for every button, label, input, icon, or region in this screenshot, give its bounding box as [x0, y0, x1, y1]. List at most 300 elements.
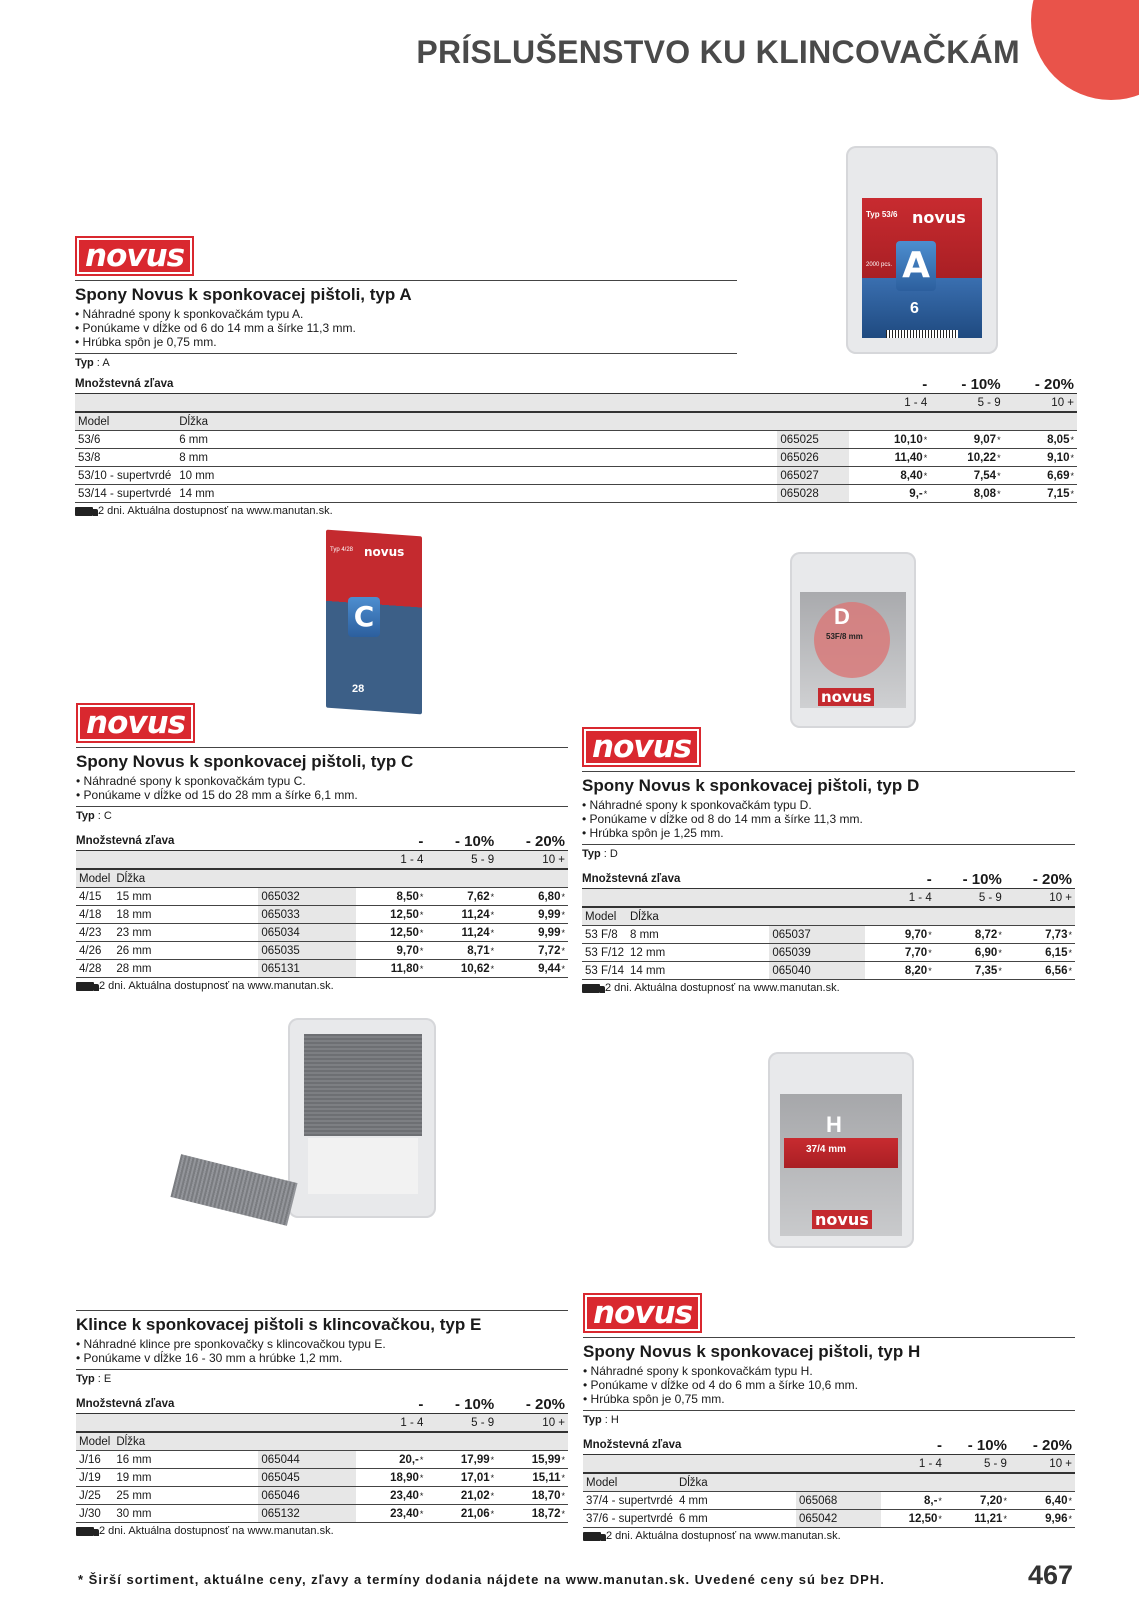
- truck-icon: [75, 507, 93, 516]
- quantity-row: [75, 394, 1077, 413]
- price-cell: [426, 942, 497, 960]
- price-cell: [1005, 962, 1075, 980]
- price-value: 21,06: [460, 1507, 490, 1520]
- image-c-type: Typ 4/28: [330, 547, 354, 553]
- model-cell: 53/10 - supertvrdé: [75, 467, 176, 485]
- column-header-row: [583, 1473, 1075, 1492]
- table-row: [582, 944, 1075, 962]
- length-cell: 30 mm: [113, 1505, 258, 1523]
- quantity-value: 5 - 9: [930, 394, 1003, 413]
- price-cell: [497, 924, 568, 942]
- truck-icon: [583, 1532, 601, 1541]
- length-cell: 10 mm: [176, 467, 777, 485]
- price-cell: [426, 960, 497, 978]
- image-c-letter: C: [348, 597, 380, 637]
- table-row: [76, 1505, 568, 1523]
- table-row: [75, 485, 1077, 503]
- length-cell: 8 mm: [627, 926, 769, 944]
- discount-value: -: [356, 832, 427, 851]
- model-cell: 53 F/14: [582, 962, 627, 980]
- price-value: 8,05: [1047, 433, 1070, 446]
- order-code-cell: 065026: [777, 449, 848, 467]
- price-cell: [426, 906, 497, 924]
- bullet-item: • Náhradné spony k sponkovačkám typu C.: [76, 774, 568, 788]
- price-cell: [849, 485, 931, 503]
- novus-logo: novus: [582, 727, 701, 767]
- length-cell: 16 mm: [113, 1451, 258, 1469]
- table-row: [583, 1510, 1075, 1528]
- price-mark: *: [561, 1472, 565, 1483]
- order-code-cell: 065037: [769, 926, 865, 944]
- price-cell: [426, 1487, 497, 1505]
- discount-value: - 20%: [1005, 870, 1075, 889]
- price-cell: [497, 1505, 568, 1523]
- length-cell: 8 mm: [176, 449, 777, 467]
- discount-value: - 10%: [930, 375, 1003, 394]
- price-cell: [426, 1451, 497, 1469]
- footer-note: * Širší sortiment, aktuálne ceny, zľavy a termíny dodania nájdete na www.manutan.sk. Uvedené ceny sú bez DPH.: [78, 1572, 885, 1587]
- price-mark: *: [997, 470, 1001, 481]
- discount-value: - 20%: [497, 1395, 568, 1414]
- col-model-header: Model: [583, 1473, 676, 1492]
- quantity-value: 10 +: [497, 1414, 568, 1433]
- price-cell: [1005, 944, 1075, 962]
- price-mark: *: [998, 947, 1002, 958]
- price-cell: [865, 926, 934, 944]
- product-type: Typ : A: [75, 357, 110, 369]
- product-bullets: [76, 1337, 568, 1365]
- delivery-info: 2 dni. Aktuálna dostupnosť na www.manutan.sk.: [76, 980, 568, 992]
- product-title: Spony Novus k sponkovacej pištoli, typ D: [582, 776, 920, 795]
- quantity-value: 5 - 9: [945, 1455, 1010, 1474]
- quantity-spacer: [582, 889, 865, 908]
- price-value: 7,73: [1045, 928, 1068, 941]
- model-cell: J/30: [76, 1505, 113, 1523]
- image-h-letter: H: [826, 1112, 842, 1137]
- price-value: 11,24: [461, 926, 490, 939]
- price-cell: [1004, 485, 1077, 503]
- model-cell: 37/4 - supertvrdé: [583, 1492, 676, 1510]
- price-value: 10,10: [893, 433, 923, 446]
- product-section-e: [76, 1306, 568, 1537]
- discount-row: [75, 375, 1077, 394]
- price-value: 9,70: [396, 944, 419, 957]
- price-mark: *: [490, 1472, 495, 1483]
- table-row: [76, 906, 568, 924]
- product-bullets: [76, 774, 568, 802]
- discount-value: - 10%: [945, 1436, 1010, 1455]
- price-value: 11,80: [390, 962, 419, 975]
- image-a-letter: A: [896, 241, 936, 291]
- price-value: 15,11: [532, 1471, 561, 1484]
- price-value: 7,20: [980, 1494, 1003, 1507]
- price-mark: *: [1070, 488, 1074, 499]
- price-value: 7,35: [974, 964, 998, 977]
- price-mark: *: [1068, 929, 1072, 940]
- price-value: 7,72: [538, 944, 561, 957]
- price-value: 8,08: [973, 487, 997, 500]
- order-code-cell: 065027: [777, 467, 848, 485]
- col-length-header: Dĺžka: [113, 1432, 568, 1451]
- price-mark: *: [490, 963, 495, 974]
- product-type: Typ : D: [582, 848, 618, 860]
- price-value: 8,72: [974, 928, 998, 941]
- price-cell: [849, 449, 931, 467]
- model-cell: 53/8: [75, 449, 176, 467]
- discount-label: Množstevná zľava: [76, 832, 356, 851]
- quantity-row: [582, 889, 1075, 908]
- price-value: 9,10: [1047, 451, 1070, 464]
- discount-value: - 10%: [935, 870, 1005, 889]
- model-cell: 4/26: [76, 942, 113, 960]
- product-bullets: [583, 1364, 1075, 1406]
- price-cell: [865, 962, 934, 980]
- quantity-value: 1 - 4: [881, 1455, 944, 1474]
- quantity-value: 1 - 4: [356, 851, 427, 870]
- product-type: Typ : E: [76, 1373, 112, 1385]
- col-model-header: Model: [76, 1432, 113, 1451]
- model-cell: 4/15: [76, 888, 113, 906]
- table-row: [76, 942, 568, 960]
- price-value: 23,40: [390, 1507, 419, 1520]
- price-value: 9,07: [973, 433, 997, 446]
- order-code-cell: 065034: [258, 924, 355, 942]
- image-a-count: 2000 pcs.: [866, 262, 893, 268]
- image-c-size: 28: [352, 683, 365, 695]
- delivery-info: 2 dni. Aktuálna dostupnosť na www.manutan.sk.: [582, 982, 1075, 994]
- col-length-header: Dĺžka: [176, 412, 1077, 431]
- model-cell: 53/6: [75, 431, 176, 449]
- price-mark: *: [1003, 1513, 1007, 1524]
- length-cell: 15 mm: [113, 888, 258, 906]
- price-table: [75, 375, 1077, 503]
- price-cell: [497, 960, 568, 978]
- bullet-item: • Hrúbka spôn je 0,75 mm.: [583, 1392, 1075, 1406]
- price-cell: [849, 431, 931, 449]
- length-cell: 19 mm: [113, 1469, 258, 1487]
- price-value: 10,22: [967, 451, 997, 464]
- discount-value: - 20%: [1004, 375, 1077, 394]
- product-title: Spony Novus k sponkovacej pištoli, typ C: [76, 752, 414, 771]
- price-cell: [356, 1451, 427, 1469]
- bullet-item: • Ponúkame v dĺžke od 6 do 14 mm a šírke 11,3 mm.: [75, 321, 737, 335]
- quantity-spacer: [76, 851, 356, 870]
- price-cell: [930, 485, 1003, 503]
- price-mark: *: [923, 452, 928, 463]
- price-mark: *: [923, 470, 928, 481]
- price-mark: *: [419, 1454, 424, 1465]
- price-value: 6,56: [1045, 964, 1068, 977]
- discount-label: Množstevná zľava: [583, 1436, 881, 1455]
- price-cell: [935, 926, 1005, 944]
- price-mark: *: [923, 488, 928, 499]
- product-type: Typ : C: [76, 810, 112, 822]
- length-cell: 23 mm: [113, 924, 258, 942]
- price-mark: *: [490, 909, 495, 920]
- price-cell: [930, 431, 1003, 449]
- price-mark: *: [1068, 965, 1072, 976]
- table-row: [76, 888, 568, 906]
- col-model-header: Model: [75, 412, 176, 431]
- bullet-item: • Hrúbka spôn je 1,25 mm.: [582, 826, 1075, 840]
- quantity-value: 5 - 9: [426, 1414, 497, 1433]
- image-h-label: 37/4 mm: [806, 1144, 847, 1155]
- price-cell: [930, 467, 1003, 485]
- image-d-label: 53F/8 mm: [826, 632, 863, 641]
- product-image-d: [790, 552, 916, 728]
- price-cell: [881, 1492, 944, 1510]
- model-cell: 37/6 - supertvrdé: [583, 1510, 676, 1528]
- bullet-item: • Náhradné klince pre sponkovačky s klincovačkou typu E.: [76, 1337, 568, 1351]
- product-title: Spony Novus k sponkovacej pištoli, typ A: [75, 285, 412, 304]
- quantity-value: 10 +: [1005, 889, 1075, 908]
- price-value: 10,62: [460, 962, 490, 975]
- price-mark: *: [997, 452, 1001, 463]
- image-a-type: Typ 53/6: [866, 210, 898, 219]
- price-cell: [497, 888, 568, 906]
- image-a-size: 6: [910, 300, 919, 317]
- column-header-row: [582, 907, 1075, 926]
- price-mark: *: [561, 927, 565, 938]
- discount-label: Množstevná zľava: [76, 1395, 356, 1414]
- col-length-header: Dĺžka: [113, 869, 568, 888]
- table-row: [583, 1492, 1075, 1510]
- col-model-header: Model: [582, 907, 627, 926]
- page-heading: PRÍSLUŠENSTVO KU KLINCOVAČKÁM: [416, 34, 1020, 70]
- price-cell: [1010, 1492, 1075, 1510]
- price-value: 18,70: [531, 1489, 561, 1502]
- quantity-value: 5 - 9: [426, 851, 497, 870]
- price-mark: *: [923, 434, 928, 445]
- order-code-cell: 065025: [777, 431, 848, 449]
- price-cell: [497, 1469, 568, 1487]
- novus-logo: novus: [76, 703, 195, 743]
- price-cell: [356, 960, 427, 978]
- image-d-brand: novus: [818, 688, 874, 706]
- order-code-cell: 065045: [258, 1469, 355, 1487]
- image-c-brand: novus: [364, 545, 405, 559]
- price-mark: *: [419, 909, 424, 920]
- price-value: 6,69: [1047, 469, 1070, 482]
- price-value: 20,-: [399, 1453, 419, 1466]
- price-mark: *: [997, 434, 1001, 445]
- price-cell: [426, 888, 497, 906]
- price-mark: *: [561, 945, 565, 956]
- discount-row: [76, 1395, 568, 1414]
- quantity-spacer: [76, 1414, 356, 1433]
- table-row: [75, 449, 1077, 467]
- price-value: 17,01: [460, 1471, 490, 1484]
- price-value: 7,54: [973, 469, 997, 482]
- price-cell: [356, 888, 427, 906]
- price-cell: [935, 962, 1005, 980]
- price-cell: [881, 1510, 944, 1528]
- order-code-cell: 065068: [796, 1492, 882, 1510]
- delivery-info: 2 dni. Aktuálna dostupnosť na www.manutan.sk.: [76, 1525, 568, 1537]
- price-mark: *: [490, 1454, 495, 1465]
- length-cell: 26 mm: [113, 942, 258, 960]
- bullet-item: • Ponúkame v dĺžke 16 - 30 mm a hrúbke 1,2 mm.: [76, 1351, 568, 1365]
- price-cell: [497, 1451, 568, 1469]
- price-mark: *: [561, 1490, 565, 1501]
- price-value: 9,96: [1045, 1512, 1068, 1525]
- quantity-row: [76, 1414, 568, 1433]
- product-image-e: [170, 1018, 450, 1238]
- discount-row: [582, 870, 1075, 889]
- quantity-spacer: [75, 394, 849, 413]
- delivery-info: 2 dni. Aktuálna dostupnosť na www.manutan.sk.: [75, 505, 1077, 517]
- price-value: 7,62: [467, 890, 490, 903]
- product-bullets: [75, 307, 737, 349]
- price-value: 7,70: [904, 946, 928, 959]
- quantity-value: 10 +: [1010, 1455, 1075, 1474]
- model-cell: 53/14 - supertvrdé: [75, 485, 176, 503]
- price-cell: [930, 449, 1003, 467]
- discount-value: - 20%: [497, 832, 568, 851]
- truck-icon: [76, 982, 94, 991]
- order-code-cell: 065039: [769, 944, 865, 962]
- page-number: 467: [1028, 1560, 1074, 1590]
- price-mark: *: [490, 1490, 495, 1501]
- quantity-spacer: [583, 1455, 881, 1474]
- quantity-value: 1 - 4: [865, 889, 934, 908]
- order-code-cell: 065028: [777, 485, 848, 503]
- col-length-header: Dĺžka: [676, 1473, 1075, 1492]
- image-a-brand: novus: [912, 208, 966, 227]
- price-cell: [356, 942, 427, 960]
- price-cell: [945, 1510, 1010, 1528]
- price-cell: [1004, 467, 1077, 485]
- price-value: 21,02: [460, 1489, 490, 1502]
- novus-logo: novus: [75, 236, 194, 276]
- price-mark: *: [490, 891, 495, 902]
- bullet-item: • Ponúkame v dĺžke od 15 do 28 mm a šírke 6,1 mm.: [76, 788, 568, 802]
- price-value: 8,20: [904, 964, 928, 977]
- discount-value: -: [865, 870, 934, 889]
- length-cell: 28 mm: [113, 960, 258, 978]
- price-mark: *: [938, 1513, 942, 1524]
- price-cell: [1004, 449, 1077, 467]
- truck-icon: [76, 1527, 94, 1536]
- price-cell: [426, 1469, 497, 1487]
- length-cell: 12 mm: [627, 944, 769, 962]
- product-title: Klince k sponkovacej pištoli s klincovačkou, typ E: [76, 1315, 482, 1334]
- table-row: [582, 962, 1075, 980]
- price-value: 15,99: [531, 1453, 561, 1466]
- price-cell: [497, 1487, 568, 1505]
- price-mark: *: [938, 1495, 942, 1506]
- price-cell: [497, 906, 568, 924]
- order-code-cell: 065033: [258, 906, 355, 924]
- price-mark: *: [419, 891, 424, 902]
- discount-label: Množstevná zľava: [75, 375, 849, 394]
- image-h-brand: novus: [812, 1210, 872, 1229]
- model-cell: 53 F/8: [582, 926, 627, 944]
- price-value: 6,80: [538, 890, 561, 903]
- price-value: 9,99: [538, 926, 561, 939]
- delivery-info: 2 dni. Aktuálna dostupnosť na www.manutan.sk.: [583, 1530, 1075, 1542]
- price-value: 8,-: [924, 1494, 938, 1507]
- product-section-h: [583, 1293, 1075, 1542]
- product-section-c: [76, 703, 568, 992]
- price-mark: *: [490, 1508, 495, 1519]
- price-mark: *: [928, 929, 932, 940]
- col-model-header: Model: [76, 869, 113, 888]
- price-mark: *: [419, 927, 424, 938]
- price-value: 11,21: [974, 1512, 1003, 1525]
- model-cell: J/25: [76, 1487, 113, 1505]
- table-row: [76, 960, 568, 978]
- product-title: Spony Novus k sponkovacej pištoli, typ H: [583, 1342, 921, 1361]
- price-cell: [849, 467, 931, 485]
- table-row: [76, 924, 568, 942]
- order-code-cell: 065042: [796, 1510, 882, 1528]
- price-value: 23,40: [390, 1489, 419, 1502]
- discount-label: Množstevná zľava: [582, 870, 865, 889]
- price-mark: *: [997, 488, 1001, 499]
- price-value: 9,-: [909, 487, 923, 500]
- discount-row: [76, 832, 568, 851]
- price-mark: *: [998, 929, 1002, 940]
- order-code-cell: 065040: [769, 962, 865, 980]
- price-cell: [1005, 926, 1075, 944]
- price-mark: *: [1068, 1495, 1072, 1506]
- price-value: 6,90: [974, 946, 998, 959]
- price-mark: *: [561, 963, 565, 974]
- discount-row: [583, 1436, 1075, 1455]
- price-value: 9,99: [538, 908, 561, 921]
- price-mark: *: [1070, 452, 1074, 463]
- price-mark: *: [419, 945, 424, 956]
- price-value: 9,70: [904, 928, 928, 941]
- price-value: 18,72: [531, 1507, 561, 1520]
- table-row: [75, 431, 1077, 449]
- product-section-a: [75, 236, 1077, 517]
- order-code-cell: 065132: [258, 1505, 355, 1523]
- model-cell: 4/28: [76, 960, 113, 978]
- price-value: 8,40: [900, 469, 923, 482]
- bullet-item: • Náhradné spony k sponkovačkám typu A.: [75, 307, 737, 321]
- price-cell: [356, 1469, 427, 1487]
- table-row: [76, 1487, 568, 1505]
- price-mark: *: [561, 1508, 565, 1519]
- order-code-cell: 065044: [258, 1451, 355, 1469]
- model-cell: 4/18: [76, 906, 113, 924]
- order-code-cell: 065046: [258, 1487, 355, 1505]
- table-row: [76, 1469, 568, 1487]
- model-cell: 4/23: [76, 924, 113, 942]
- price-value: 12,50: [390, 908, 419, 921]
- price-mark: *: [490, 927, 495, 938]
- price-cell: [426, 1505, 497, 1523]
- product-image-h: [768, 1052, 914, 1248]
- bullet-item: • Ponúkame v dĺžke od 8 do 14 mm a šírke 11,3 mm.: [582, 812, 1075, 826]
- price-table: [583, 1436, 1075, 1528]
- model-cell: J/19: [76, 1469, 113, 1487]
- product-bullets: [582, 798, 1075, 840]
- order-code-cell: 065131: [258, 960, 355, 978]
- corner-accent-circle: [1031, 0, 1139, 100]
- price-value: 6,15: [1045, 946, 1068, 959]
- price-mark: *: [928, 965, 932, 976]
- price-value: 6,40: [1045, 1494, 1068, 1507]
- truck-icon: [582, 984, 600, 993]
- price-cell: [935, 944, 1005, 962]
- price-table: [76, 832, 568, 978]
- order-code-cell: 065032: [258, 888, 355, 906]
- discount-value: - 10%: [426, 832, 497, 851]
- price-cell: [356, 906, 427, 924]
